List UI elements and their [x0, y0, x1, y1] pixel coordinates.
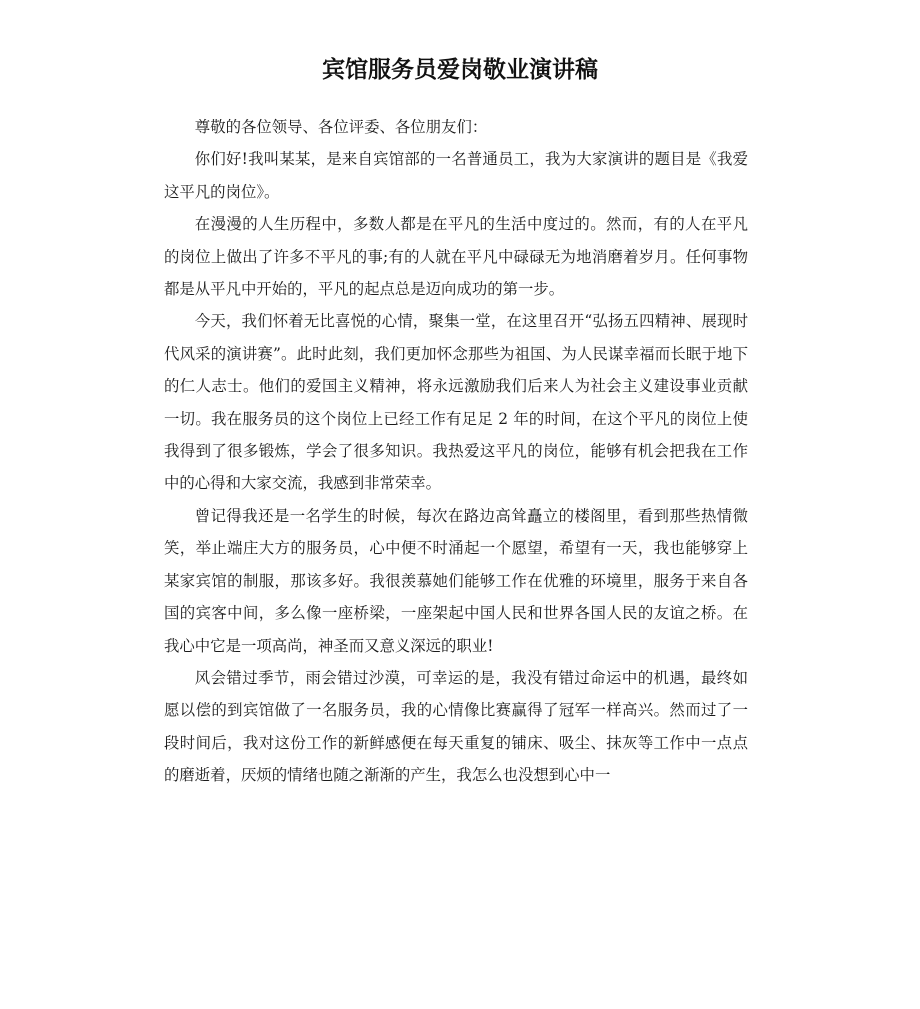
document-body [164, 111, 748, 792]
body-paragraph: 曾记得我还是一名学生的时候，每次在路边高耸矗立的楼阁里，看到那些热情微笑，举止端庄大方的服务员，心中便不时涌起一个愿望，希望有一天，我也能够穿上某家宾馆的制服，那该多好。我很羡慕她们能够工作在优雅的环境里，服务于来自各国的宾客中间，多么像一座桥梁，一座架起中国人民和世界各国人民的友谊之桥。在我心中它是一项高尚，神圣而又意义深远的职业! [164, 506, 748, 655]
body-paragraph: 今天，我们怀着无比喜悦的心情，聚集一堂，在这里召开“弘扬五四精神、展现时代风采的演讲赛”。此时此刻，我们更加怀念那些为祖国、为人民谋幸福而长眠于地下的仁人志士。他们的爱国主义精神，将永远激励我们后来人为社会主义建设事业贡献一切。我在服务员的这个岗位上已经工作有足足 2 年的时间，在这个平凡的岗位上使我得到了很多锻炼，学会了很多知识。我热爱这平凡的岗位，能够有机会把我在工作中的心得和大家交流，我感到非常荣幸。 [164, 312, 748, 493]
body-paragraph: 风会错过季节，雨会错过沙漠，可幸运的是，我没有错过命运中的机遇，最终如愿以偿的到宾馆做了一名服务员，我的心情像比赛赢得了冠军一样高兴。然而过了一段时间后，我对这份工作的新鲜感便在每天重复的铺床、吸尘、抹灰等工作中一点点的磨逝着，厌烦的情绪也随之渐渐的产生，我怎么也没想到心中一 [164, 668, 748, 785]
salutation-paragraph: 尊敬的各位领导、各位评委、各位朋友们： [194, 118, 488, 136]
document-title: 宾馆服务员爱岗敬业演讲稿 [322, 57, 598, 83]
body-paragraph: 你们好!我叫某某，是来自宾馆部的一名普通员工，我为大家演讲的题目是《我爱这平凡的岗位》。 [164, 150, 748, 201]
body-paragraph: 在漫漫的人生历程中，多数人都是在平凡的生活中度过的。然而，有的人在平凡的岗位上做出了许多不平凡的事;有的人就在平凡中碌碌无为地消磨着岁月。任何事物都是从平凡中开始的，平凡的起点总是迈向成功的第一步。 [164, 215, 748, 299]
